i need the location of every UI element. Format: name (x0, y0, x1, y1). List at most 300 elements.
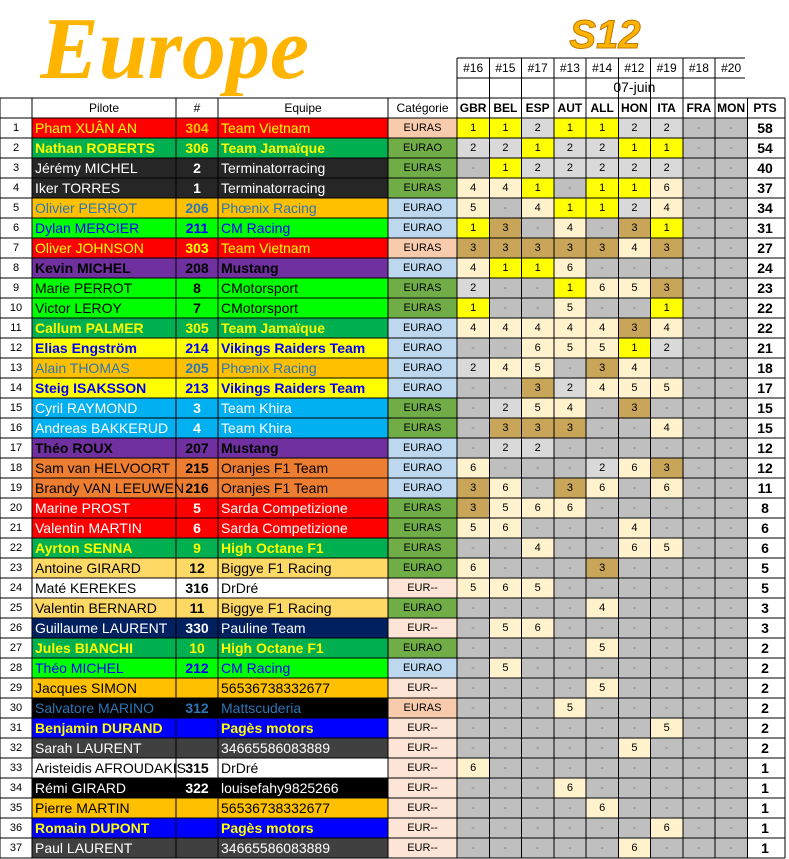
result-value: - (535, 702, 540, 714)
result-value: - (729, 162, 733, 174)
result-value: - (697, 562, 701, 574)
points-total: 1 (761, 800, 769, 816)
points-total: 15 (757, 420, 773, 436)
row-position: 6 (12, 222, 20, 234)
car-number: 322 (185, 780, 209, 796)
result-value: - (600, 222, 604, 234)
result-value: - (697, 442, 701, 454)
result-value: - (600, 782, 604, 794)
team-name: Team Vietnam (221, 120, 311, 136)
category-label: EURAO (402, 482, 443, 494)
europe-title-text: Europe (40, 4, 309, 96)
team-name: Mustang (221, 260, 279, 276)
result-value: - (729, 842, 733, 854)
pilot-name: Sam van HELVOORT (35, 460, 170, 476)
result-value: - (568, 762, 572, 774)
team-name: Oranjes F1 Team (221, 460, 329, 476)
result-value: - (535, 662, 540, 674)
category-label: EURAS (403, 182, 442, 194)
table-row (10, 758, 769, 778)
race-code-label: ITA (657, 101, 676, 115)
result-value: - (729, 642, 733, 654)
result-value: - (697, 802, 701, 814)
result-value: 6 (502, 482, 509, 494)
result-value: - (535, 602, 540, 614)
pilot-name: Oliver JOHNSON (35, 240, 144, 256)
result-value: - (632, 442, 637, 454)
result-value: - (632, 682, 637, 694)
team-name: louisefahy9825266 (221, 780, 339, 796)
points-total: 27 (757, 240, 773, 256)
team-name: CMotorsport (221, 300, 299, 316)
table-row (10, 738, 769, 758)
result-value: - (535, 222, 540, 234)
result-value: - (600, 422, 604, 434)
result-value: - (568, 802, 572, 814)
car-number: 4 (193, 420, 201, 436)
pilot-name: Callum PALMER (35, 320, 144, 336)
row-position: 15 (9, 402, 23, 414)
result-value: - (729, 322, 733, 334)
row-position: 21 (9, 522, 23, 534)
result-value: 2 (534, 122, 541, 134)
result-value: 3 (470, 502, 477, 514)
car-number: 303 (185, 240, 209, 256)
row-position: 26 (9, 622, 23, 634)
table-row (10, 698, 769, 718)
category-label: EUR-- (407, 722, 438, 734)
result-value: - (568, 582, 572, 594)
result-value: 6 (631, 542, 638, 554)
table-row (13, 218, 773, 238)
car-number: 306 (185, 140, 209, 156)
result-value: 5 (631, 742, 638, 754)
result-value: - (471, 822, 475, 834)
result-value: 1 (631, 342, 638, 354)
result-value: - (632, 622, 637, 634)
race-code-label: FRA (686, 101, 712, 115)
result-value: - (729, 702, 733, 714)
car-number: 11 (189, 600, 205, 616)
category-label: EUR-- (407, 822, 438, 834)
result-value: - (503, 302, 508, 314)
car-number: 9 (193, 540, 201, 556)
team-name: Team Jamaïque (221, 320, 326, 336)
result-value: 6 (631, 842, 638, 854)
result-value: 1 (663, 222, 670, 234)
team-name: CM Racing (221, 220, 291, 236)
result-value: - (697, 362, 701, 374)
result-value: 3 (599, 562, 606, 574)
category-label: EUR-- (407, 622, 438, 634)
result-value: - (600, 522, 604, 534)
result-value: - (503, 802, 508, 814)
result-value: - (664, 662, 669, 674)
pilot-name: Rémi GIRARD (35, 780, 127, 796)
points-total: 2 (761, 740, 769, 756)
result-value: - (632, 422, 637, 434)
result-value: - (664, 502, 669, 514)
result-value: - (600, 622, 604, 634)
team-name: High Octane F1 (221, 640, 324, 656)
result-value: 2 (663, 342, 670, 354)
result-value: 5 (534, 402, 541, 414)
row-position: 34 (9, 782, 23, 794)
result-value: - (664, 762, 669, 774)
table-row (10, 338, 773, 358)
result-value: - (503, 782, 508, 794)
result-value: - (471, 722, 475, 734)
result-value: - (697, 522, 701, 534)
pilot-name: Benjamin DURAND (35, 720, 163, 736)
row-position: 14 (9, 382, 23, 394)
result-value: - (729, 342, 733, 354)
result-value: - (697, 842, 701, 854)
result-value: - (471, 842, 475, 854)
points-total: 1 (761, 820, 769, 836)
points-total: 24 (757, 260, 773, 276)
result-value: - (729, 742, 733, 754)
result-value: - (664, 702, 669, 714)
result-value: - (697, 422, 701, 434)
result-value: - (568, 362, 572, 374)
result-value: - (568, 602, 572, 614)
result-value: - (535, 722, 540, 734)
result-value: 5 (502, 502, 509, 514)
row-position: 19 (9, 482, 23, 494)
result-value: - (729, 182, 733, 194)
row-position: 3 (12, 162, 20, 174)
result-value: - (471, 802, 475, 814)
category-label: EUR-- (407, 682, 438, 694)
points-total: 12 (757, 460, 773, 476)
race-round-label: #20 (721, 61, 742, 75)
result-value: 4 (502, 362, 509, 374)
race-round-label: #14 (592, 61, 613, 75)
result-value: - (697, 702, 701, 714)
result-value: - (568, 742, 572, 754)
race-header-mon (715, 58, 747, 118)
result-value: - (697, 282, 701, 294)
team-name: 56536738332677 (221, 680, 331, 696)
result-value: - (697, 402, 701, 414)
result-value: - (471, 702, 475, 714)
result-value: 2 (599, 142, 606, 154)
result-value: - (664, 782, 669, 794)
pilot-name: Kevin MICHEL (35, 260, 131, 276)
pilot-name: Théo MICHEL (35, 660, 124, 676)
result-value: - (729, 222, 733, 234)
table-row (10, 638, 769, 658)
result-value: - (600, 542, 604, 554)
result-value: - (471, 382, 475, 394)
category-label: EURAO (402, 202, 443, 214)
row-position: 10 (9, 302, 23, 314)
race-header-gbr (457, 58, 489, 118)
header-points: PTS (753, 101, 777, 115)
result-value: 1 (502, 262, 509, 274)
result-value: 6 (534, 622, 541, 634)
result-value: - (729, 762, 733, 774)
result-value: - (729, 242, 733, 254)
category-label: EUR-- (407, 802, 438, 814)
race-round-label: #18 (688, 61, 709, 75)
result-value: - (729, 142, 733, 154)
table-row (10, 438, 773, 458)
car-number: 212 (185, 660, 209, 676)
result-value: - (697, 302, 701, 314)
result-value: 6 (502, 522, 509, 534)
result-value: - (471, 402, 475, 414)
table-row (13, 138, 773, 158)
points-total: 3 (761, 600, 769, 616)
category-label: EURAO (402, 642, 443, 654)
result-value: 4 (631, 242, 638, 254)
result-value: 2 (566, 382, 573, 394)
result-value: - (664, 802, 669, 814)
result-value: 5 (470, 522, 477, 534)
row-position: 4 (12, 182, 20, 194)
result-value: - (697, 322, 701, 334)
result-value: 5 (631, 282, 638, 294)
race-code-label: ALL (590, 101, 614, 115)
result-value: 5 (566, 702, 573, 714)
car-number: 316 (185, 580, 209, 596)
team-name: DrDré (221, 580, 259, 596)
result-value: - (729, 422, 733, 434)
result-value: - (503, 642, 508, 654)
result-value: 3 (599, 362, 606, 374)
result-value: 5 (502, 622, 509, 634)
result-value: 3 (502, 222, 509, 234)
row-position: 25 (9, 602, 23, 614)
result-value: - (503, 382, 508, 394)
points-total: 22 (757, 320, 773, 336)
result-value: 4 (470, 182, 477, 194)
result-value: - (535, 802, 540, 814)
pilot-name: Sarah LAURENT (35, 740, 142, 756)
row-position: 29 (9, 682, 23, 694)
team-name: 34665586083889 (221, 840, 331, 856)
points-total: 58 (757, 120, 773, 136)
result-value: - (503, 602, 508, 614)
result-value: - (729, 462, 733, 474)
table-row (10, 718, 769, 738)
points-total: 2 (761, 720, 769, 736)
pilot-name: Steig ISAKSSON (35, 380, 147, 396)
result-value: - (729, 802, 733, 814)
result-value: 6 (566, 502, 573, 514)
category-label: EURAS (403, 242, 442, 254)
result-value: - (729, 822, 733, 834)
points-total: 1 (761, 780, 769, 796)
category-label: EURAO (402, 382, 443, 394)
points-total: 11 (757, 480, 773, 496)
result-value: 2 (663, 162, 670, 174)
row-position: 5 (12, 202, 20, 214)
team-name: Sarda Competizione (221, 520, 348, 536)
result-value: - (697, 642, 701, 654)
category-label: EURAS (403, 422, 442, 434)
result-value: 1 (502, 162, 509, 174)
result-value: - (568, 462, 572, 474)
header-pilot: Pilote (88, 101, 120, 115)
result-value: - (729, 262, 733, 274)
result-value: - (600, 842, 604, 854)
result-value: - (471, 682, 475, 694)
points-total: 5 (761, 560, 769, 576)
result-value: - (729, 382, 733, 394)
category-label: EURAO (402, 262, 443, 274)
race-round-label: #19 (656, 61, 677, 75)
table-row (10, 298, 773, 318)
pilot-name: Andreas BAKKERUD (35, 420, 169, 436)
table-row (10, 598, 769, 618)
pilot-name: Aristeidis AFROUDAKIS (35, 760, 186, 776)
result-value: 1 (566, 282, 573, 294)
result-value: 4 (470, 322, 477, 334)
table-row (10, 558, 769, 578)
points-total: 23 (757, 280, 773, 296)
pilot-name: Guillaume LAURENT (35, 620, 168, 636)
points-total: 5 (761, 580, 769, 596)
category-label: EURAS (403, 502, 442, 514)
result-value: - (568, 622, 572, 634)
category-label: EURAO (402, 322, 443, 334)
team-name: Pagès motors (221, 720, 314, 736)
team-name: Team Khira (221, 420, 292, 436)
result-value: 1 (599, 182, 606, 194)
result-value: - (729, 522, 733, 534)
row-position: 37 (9, 842, 23, 854)
team-name: Terminatorracing (221, 160, 326, 176)
result-value: 5 (470, 202, 477, 214)
result-value: 1 (470, 122, 477, 134)
table-row (10, 518, 769, 538)
result-value: 6 (534, 502, 541, 514)
result-value: - (697, 662, 701, 674)
result-value: - (729, 722, 733, 734)
result-value: - (471, 642, 475, 654)
result-value: 4 (599, 322, 606, 334)
table-row (13, 158, 773, 178)
category-label: EURAS (403, 282, 442, 294)
race-code-label: BEL (493, 101, 518, 115)
result-value: - (535, 762, 540, 774)
result-value: - (503, 562, 508, 574)
result-value: - (600, 402, 604, 414)
result-value: 3 (502, 242, 509, 254)
result-value: - (632, 722, 637, 734)
category-label: EURAO (402, 342, 443, 354)
car-number: 2 (193, 160, 201, 176)
result-value: - (697, 582, 701, 594)
result-value: - (503, 462, 508, 474)
category-label: EURAO (402, 562, 443, 574)
row-position: 1 (12, 122, 20, 134)
table-row (10, 678, 769, 698)
table-row (13, 258, 773, 278)
row-position: 11 (10, 322, 22, 334)
result-value: 3 (534, 382, 541, 394)
result-value: 5 (502, 662, 509, 674)
result-value: - (503, 542, 508, 554)
result-value: - (697, 142, 701, 154)
result-value: 2 (502, 402, 509, 414)
pilot-name: Alain THOMAS (35, 360, 130, 376)
result-value: 1 (534, 182, 541, 194)
race-header-bel (489, 58, 521, 118)
result-value: - (471, 422, 475, 434)
result-value: - (600, 702, 604, 714)
result-value: - (471, 662, 475, 674)
table-gridlines (0, 58, 785, 858)
points-total: 2 (761, 640, 769, 656)
result-value: 1 (631, 142, 638, 154)
result-value: 2 (663, 122, 670, 134)
car-number: 3 (193, 400, 201, 416)
category-label: EURAO (402, 442, 443, 454)
row-position: 28 (9, 662, 23, 674)
result-value: - (471, 602, 475, 614)
result-value: 4 (599, 382, 606, 394)
team-name: Sarda Competizione (221, 500, 348, 516)
row-position: 23 (9, 562, 23, 574)
pilot-name: Valentin BERNARD (35, 600, 157, 616)
result-value: - (729, 362, 733, 374)
result-value: - (697, 222, 701, 234)
result-value: - (535, 642, 540, 654)
category-label: EURAS (403, 162, 442, 174)
result-value: - (568, 842, 572, 854)
team-name: High Octane F1 (221, 540, 324, 556)
pilot-name: Elias Engström (35, 340, 137, 356)
result-value: - (729, 682, 733, 694)
result-value: - (535, 682, 540, 694)
result-value: - (664, 442, 669, 454)
result-value: 6 (470, 562, 477, 574)
row-position: 36 (9, 822, 23, 834)
table-row (10, 498, 769, 518)
result-value: - (600, 822, 604, 834)
team-name: DrDré (221, 760, 259, 776)
result-value: - (664, 562, 669, 574)
result-value: - (535, 462, 540, 474)
race-header-esp (522, 58, 554, 118)
row-position: 32 (9, 742, 23, 754)
result-value: - (697, 382, 701, 394)
result-value: 1 (599, 122, 606, 134)
race-header-aut (554, 58, 586, 118)
result-value: - (729, 622, 733, 634)
race-code-label: ESP (525, 101, 550, 115)
category-label: EUR-- (407, 842, 438, 854)
result-value: - (471, 742, 475, 754)
result-value: - (729, 542, 733, 554)
result-value: - (600, 302, 604, 314)
result-value: 2 (631, 122, 638, 134)
pilot-name: Cyril RAYMOND (35, 400, 138, 416)
result-value: - (697, 602, 701, 614)
result-value: 6 (631, 462, 638, 474)
category-label: EURAS (403, 122, 442, 134)
category-label: EUR-- (407, 582, 438, 594)
pilot-name: Nathan ROBERTS (35, 140, 155, 156)
category-label: EURAS (403, 702, 442, 714)
result-value: 5 (599, 342, 606, 354)
result-value: - (697, 162, 701, 174)
category-label: EURAO (402, 462, 443, 474)
